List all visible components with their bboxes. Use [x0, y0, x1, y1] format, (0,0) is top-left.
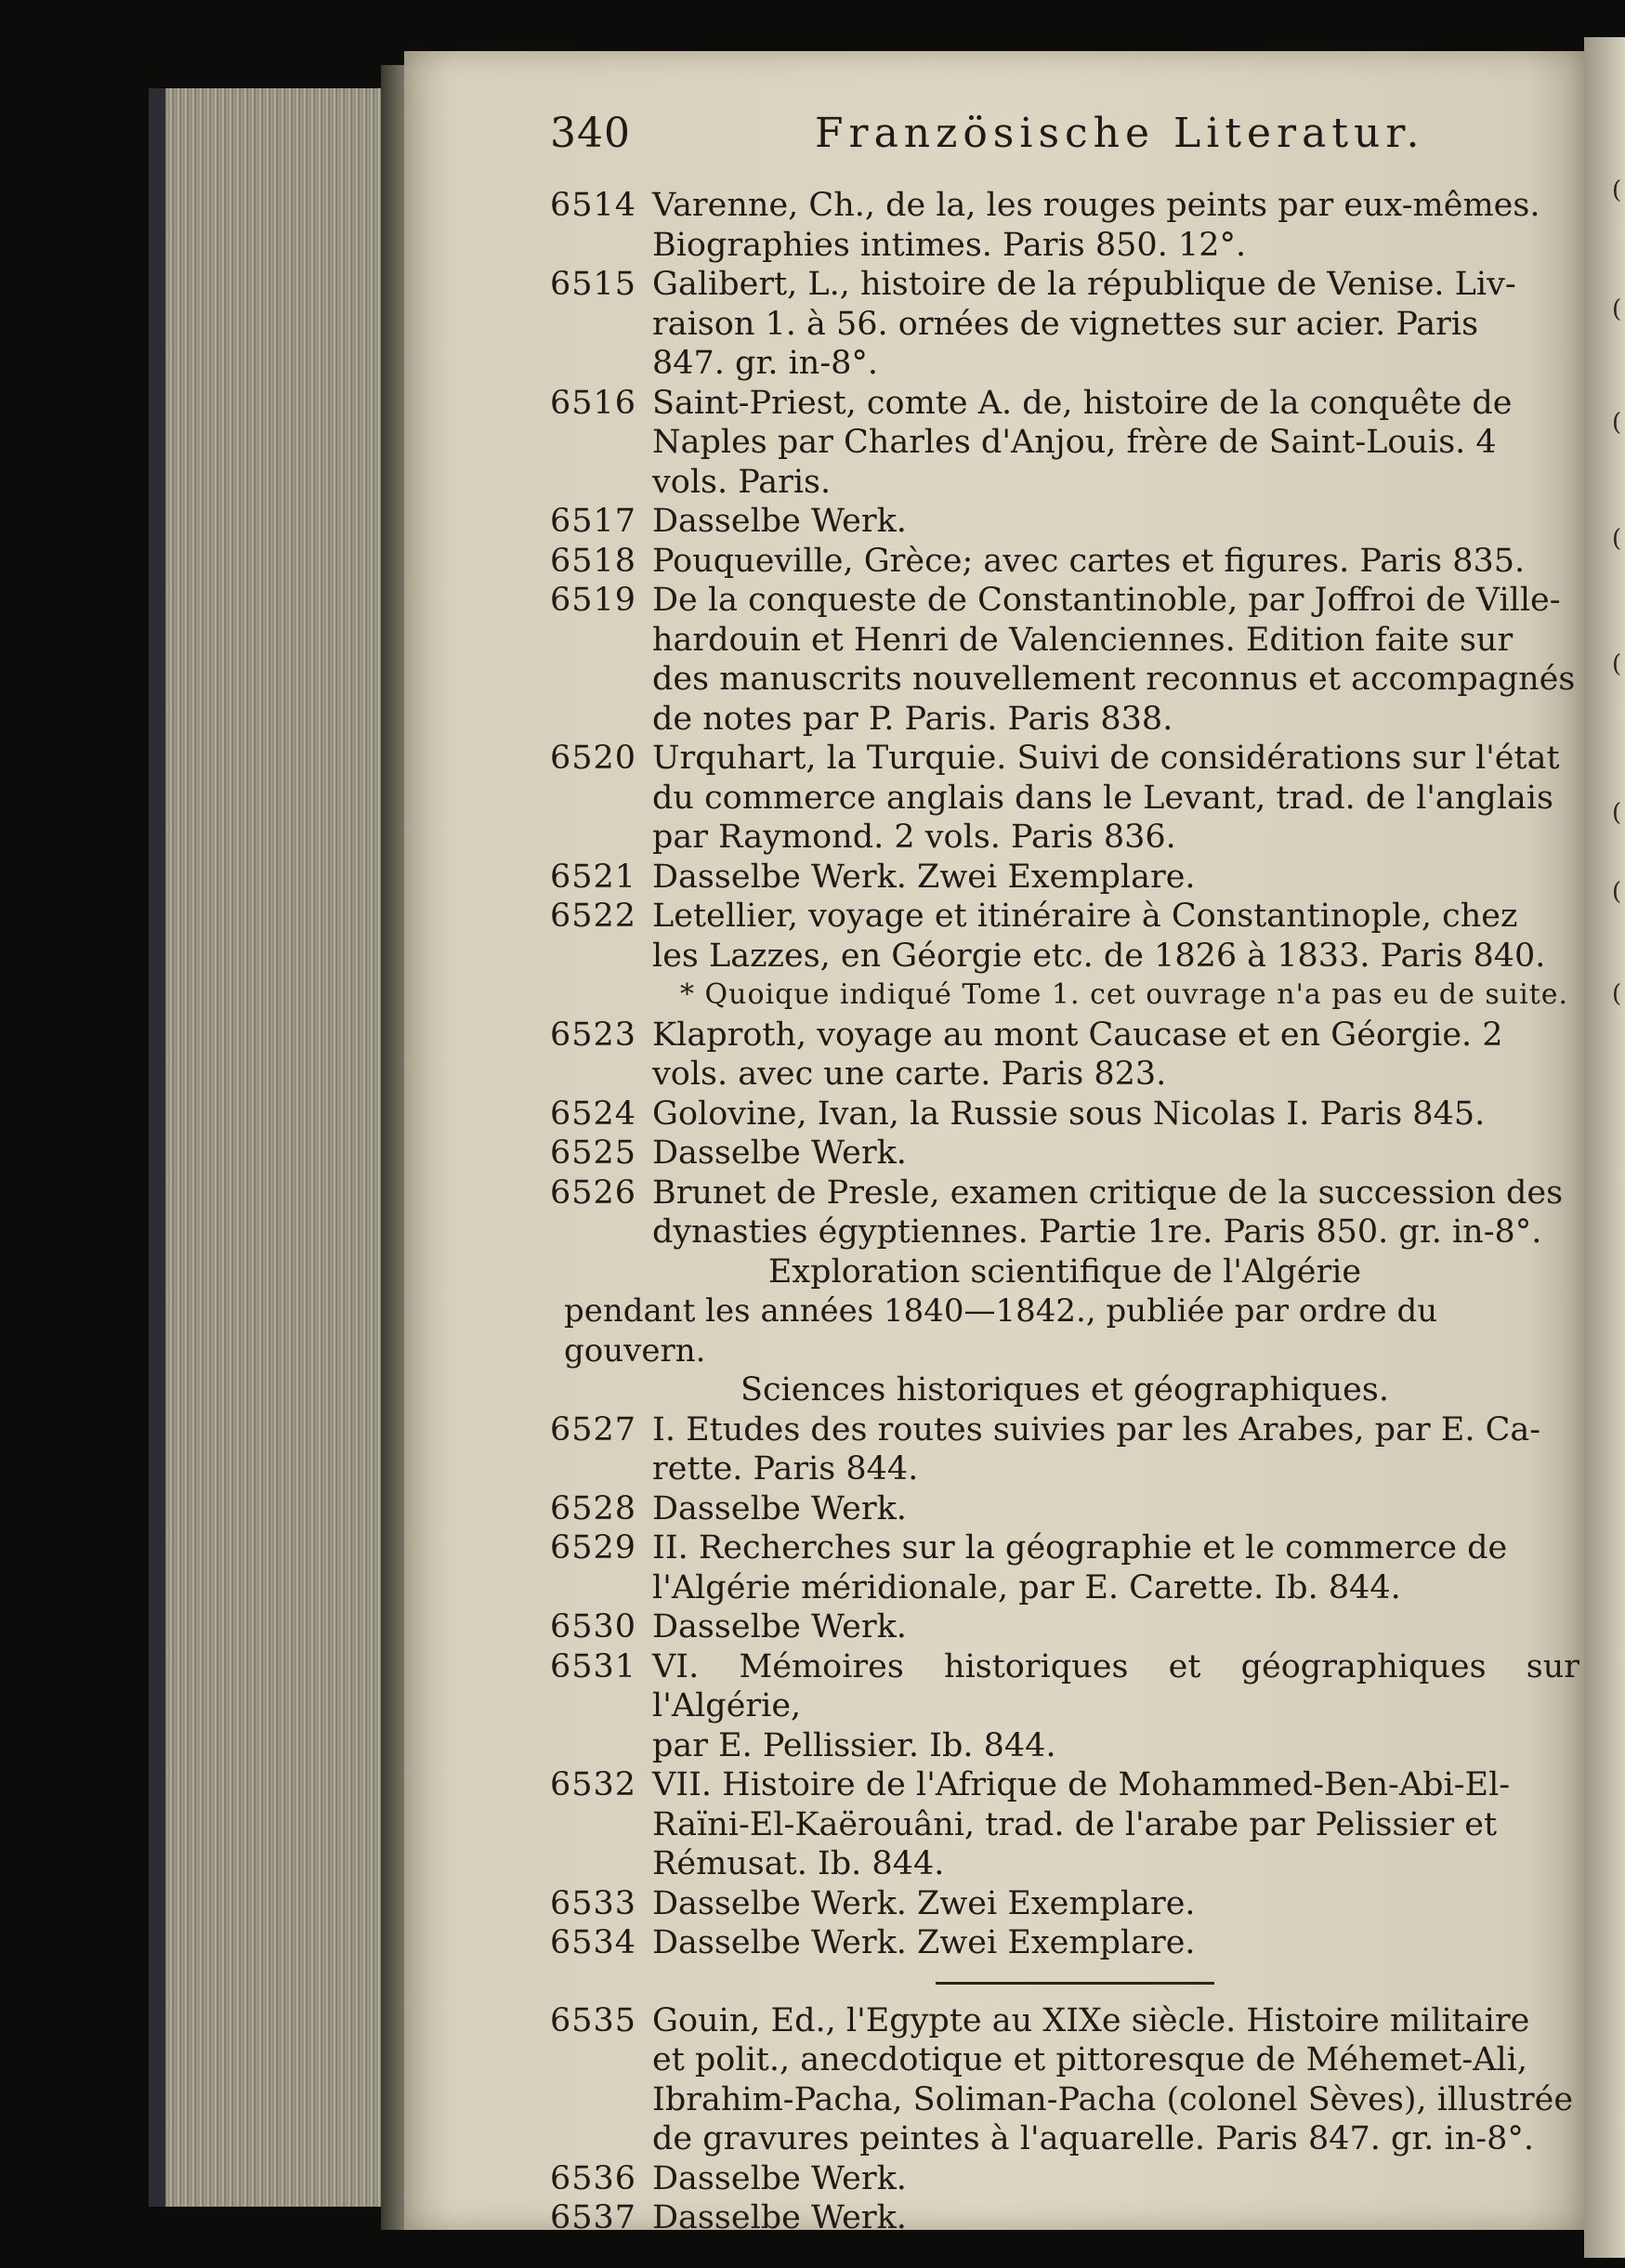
entry-text [652, 2001, 1579, 2159]
section-divider [936, 1982, 1214, 1985]
entry-number: 6527 [550, 1410, 637, 1449]
entry-line: Golovine, Ivan, la Russie sous Nicolas I. Paris 845. [652, 1095, 1486, 1133]
entry-line: Dasselbe Werk. [652, 503, 907, 540]
entry-line: Galibert, L., histoire de la république de Venise. Liv- [652, 266, 1516, 303]
entry-line: Brunet de Presle, examen critique de la succession des [652, 1173, 1564, 1212]
entry-text [652, 1765, 1579, 1884]
entry-number: 6525 [550, 1134, 637, 1172]
catalog-content [550, 186, 1579, 2238]
entry-line: Klaproth, voyage au mont Caucase et en Géorgie. 2 [652, 1016, 1503, 1054]
catalog-entry [550, 1607, 1579, 1647]
entry-line: et polit., anecdotique et pittoresque de Méhemet-Ali, [652, 2041, 1527, 2078]
entry-text [652, 502, 1579, 542]
facing-page-mark: ( [1612, 525, 1622, 553]
entry-text [652, 1489, 1579, 1529]
entry-text [652, 1647, 1579, 1766]
entry-number: 6533 [550, 1884, 637, 1922]
catalog-entry [550, 1884, 1579, 1924]
entry-line: vols. avec une carte. Paris 823. [652, 1055, 1167, 1093]
catalog-entry [550, 1134, 1579, 1173]
entry-line: de gravures peintes à l'aquarelle. Paris 847. gr. in-8°. [652, 2120, 1534, 2157]
entry-line: VII. Histoire de l'Afrique de Mohammed-Ben-Abi-El- [652, 1766, 1511, 1803]
facing-page-mark: ( [1612, 177, 1622, 204]
entry-number: 6515 [550, 266, 637, 303]
entry-number: 6514 [550, 187, 637, 224]
section-subheading: pendant les années 1840—1842., publiée par ordre du gouvern. [564, 1292, 1438, 1370]
entry-line: l'Algérie méridionale, par E. Carette. Ib. 844. [652, 1568, 1401, 1606]
entry-line: II. Recherches sur la géographie et le commerce de [652, 1529, 1508, 1567]
entry-line: Raïni-El-Kaërouâni, trad. de l'arabe par Pelissier et [652, 1805, 1498, 1843]
catalog-entry [550, 1410, 1579, 1489]
entry-line: Pouqueville, Grèce; avec cartes et figures. Paris 835. [652, 542, 1526, 580]
entry-line: raison 1. à 56. ornées de vignettes sur acier. Paris [652, 305, 1479, 343]
entry-text [652, 739, 1579, 858]
entry-text [652, 858, 1579, 898]
entry-line: les Lazzes, en Géorgie etc. de 1826 à 1833. Paris 840. [652, 937, 1546, 975]
entry-text [652, 1607, 1579, 1647]
book-page-edges [149, 88, 416, 2207]
entry-line: Biographies intimes. Paris 850. 12°. [652, 226, 1247, 264]
entry-number: 6528 [550, 1489, 637, 1527]
entry-text [652, 1134, 1579, 1173]
entry-line: par E. Pellissier. Ib. 844. [652, 1726, 1056, 1764]
entry-number: 6523 [550, 1016, 637, 1054]
catalog-entry [550, 1647, 1579, 1766]
facing-page-mark: ( [1612, 799, 1622, 827]
catalog-entry [550, 581, 1579, 739]
entry-text [652, 2159, 1579, 2199]
entry-text [652, 384, 1579, 503]
entry-line: Dasselbe Werk. [652, 1608, 907, 1645]
entry-line: I. Etudes des routes suivies par les Arabes, par E. Ca- [652, 1410, 1541, 1449]
catalog-entry [550, 739, 1579, 858]
entry-line: Ibrahim-Pacha, Soliman-Pacha (colonel Sèves), illustrée [652, 2080, 1574, 2118]
catalog-entry [550, 1923, 1579, 1963]
entry-line: des manuscrits nouvellement reconnus et accompagnés [652, 661, 1576, 698]
entry-text [652, 1528, 1579, 1607]
entry-line: Dasselbe Werk. Zwei Exemplare. [652, 1924, 1196, 1961]
entry-line: Dasselbe Werk. [652, 1134, 907, 1172]
entry-text [652, 186, 1579, 265]
entry-line: Dasselbe Werk. [652, 2159, 907, 2197]
entry-text [652, 2198, 1579, 2238]
entry-number: 6526 [550, 1173, 637, 1212]
entry-number: 6518 [550, 542, 637, 580]
entry-footnote: * Quoique indiqué Tome 1. cet ouvrage n'a pas eu de suite. [680, 978, 1569, 1011]
catalog-entry [550, 2159, 1579, 2199]
entry-number: 6522 [550, 898, 637, 935]
entry-line: Dasselbe Werk. [652, 2199, 907, 2236]
catalog-entry [550, 265, 1579, 384]
entry-line: Dasselbe Werk. Zwei Exemplare. [652, 858, 1196, 896]
entry-number: 6521 [550, 858, 637, 896]
entry-line: hardouin et Henri de Valenciennes. Edition faite sur [652, 621, 1514, 659]
entry-line: 847. gr. in-8°. [652, 345, 879, 382]
section-heading: Exploration scientifique de l'Algérie [767, 1252, 1362, 1291]
entry-text [652, 1884, 1579, 1924]
entry-number: 6517 [550, 503, 637, 540]
entry-text [652, 581, 1579, 739]
catalog-entry [550, 1765, 1579, 1884]
entry-number: 6529 [550, 1529, 637, 1567]
entry-line: Dasselbe Werk. [652, 1489, 907, 1527]
catalog-list-2 [550, 1410, 1579, 1963]
catalog-list-1 [550, 186, 1579, 1252]
entry-line: vols. Paris. [652, 463, 832, 501]
entry-text [652, 1923, 1579, 1963]
catalog-entry [550, 1173, 1579, 1252]
catalog-entry [550, 858, 1579, 898]
entry-number: 6520 [550, 740, 637, 777]
entry-number: 6537 [550, 2199, 637, 2236]
running-title: Französische Literatur. [815, 110, 1425, 157]
catalog-list-3 [550, 2001, 1579, 2238]
entry-line: VI. Mémoires historiques et géographiques sur l'Algérie, [652, 1647, 1579, 1724]
entry-text [652, 897, 1579, 976]
entry-line: Varenne, Ch., de la, les rouges peints par eux-mêmes. [652, 187, 1540, 224]
entry-text [652, 1095, 1579, 1134]
entry-line: De la conqueste de Constantinoble, par Joffroi de Ville- [652, 582, 1561, 619]
entry-line: par Raymond. 2 vols. Paris 836. [652, 819, 1176, 856]
entry-line: du commerce anglais dans le Levant, trad. de l'anglais [652, 779, 1553, 817]
catalog-entry [550, 384, 1579, 503]
catalog-entry [550, 542, 1579, 582]
entry-line: dynasties égyptiennes. Partie 1re. Paris 850. gr. in-8°. [652, 1213, 1542, 1251]
catalog-entry [550, 186, 1579, 265]
entry-number: 6531 [550, 1647, 637, 1685]
catalog-entry [550, 897, 1579, 976]
entry-line: Naples par Charles d'Anjou, frère de Saint-Louis. 4 [652, 424, 1497, 461]
entry-number: 6535 [550, 2001, 637, 2039]
facing-page-mark: ( [1612, 409, 1622, 437]
entry-number: 6516 [550, 384, 637, 422]
entry-line: Letellier, voyage et itinéraire à Constantinople, chez [652, 898, 1518, 935]
entry-line: rette. Paris 844. [652, 1450, 919, 1488]
entry-line: Dasselbe Werk. Zwei Exemplare. [652, 1884, 1196, 1922]
catalog-entry [550, 1016, 1579, 1095]
page-header [550, 110, 1479, 165]
facing-page-mark: ( [1612, 650, 1622, 678]
entry-number: 6530 [550, 1608, 637, 1645]
facing-page-mark: ( [1612, 295, 1622, 323]
entry-text [652, 1410, 1579, 1489]
entry-text [652, 265, 1579, 384]
catalog-entry [550, 1095, 1579, 1134]
entry-line: Urquhart, la Turquie. Suivi de considérations sur l'état [652, 740, 1560, 777]
catalog-entry [550, 1489, 1579, 1529]
entry-number: 6524 [550, 1095, 637, 1133]
facing-page-mark: ( [1612, 878, 1622, 906]
catalog-entry [550, 1528, 1579, 1607]
entry-line: Gouin, Ed., l'Egypte au XIXe siècle. Histoire militaire [652, 2001, 1530, 2039]
catalog-entry [550, 2198, 1579, 2238]
entry-number: 6532 [550, 1766, 637, 1803]
entry-text [652, 1016, 1579, 1095]
entry-text [652, 1173, 1579, 1252]
entry-line: de notes par P. Paris. Paris 838. [652, 700, 1173, 738]
entry-text [652, 542, 1579, 582]
section-subject: Sciences historiques et géographiques. [740, 1371, 1389, 1409]
entry-line: Rémusat. Ib. 844. [652, 1845, 945, 1882]
entry-number: 6536 [550, 2159, 637, 2197]
catalog-entry [550, 2001, 1579, 2159]
catalog-entry [550, 502, 1579, 542]
facing-page-mark: ( [1612, 980, 1622, 1008]
entry-number: 6534 [550, 1924, 637, 1961]
entry-line: Saint-Priest, comte A. de, histoire de la conquête de [652, 384, 1513, 422]
entry-number: 6519 [550, 582, 637, 619]
page-number: 340 [550, 110, 631, 157]
facing-page-edge [1584, 37, 1625, 2258]
